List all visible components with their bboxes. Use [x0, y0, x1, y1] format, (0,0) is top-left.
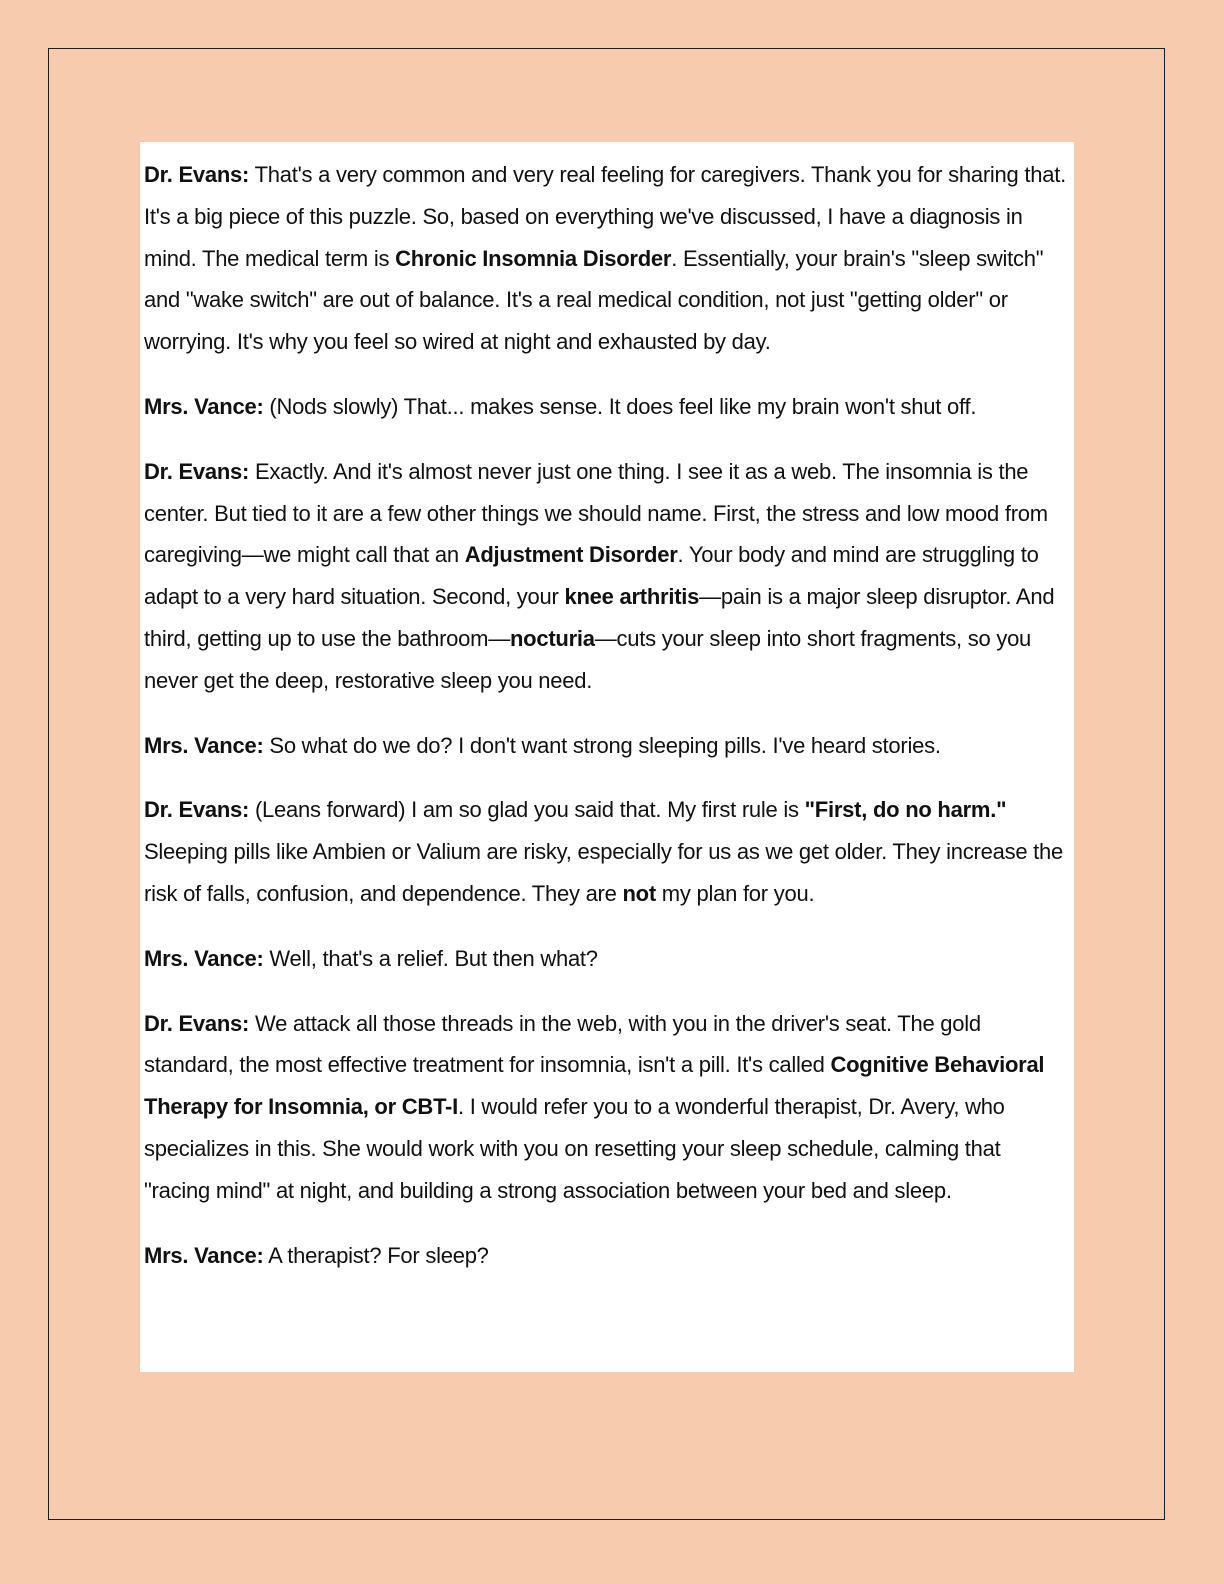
- dialogue-text: —cuts your sleep into short fragments, so you never get the deep, restorative sleep you need.: [144, 625, 1032, 693]
- speaker-label: Mrs. Vance:: [144, 393, 264, 419]
- dialogue-text: . I would refer you to a wonderful therapist, Dr. Avery, who specializes in this. She would work with you on resetting your sleep schedule, calming that "racing mind" at night, and building a strong association between your bed and sleep.: [144, 1094, 1005, 1203]
- emphasis-term: not: [622, 880, 656, 906]
- emphasis-term: nocturia: [509, 625, 595, 651]
- dialogue-text: Sleeping pills like Ambien or Valium are risky, especially for us as we get older. They increase the risk of falls, confusion, and dependence. They are: [144, 839, 1064, 906]
- speaker-label: Dr. Evans:: [144, 458, 250, 484]
- speaker-label: Mrs. Vance:: [144, 945, 264, 971]
- dialogue-text: That's a very common and very real feeling for caregivers. Thank you for sharing that. It's a big piece of this puzzle. So, based on everything we've discussed, I have a diagnosis in mind. The medical term is: [144, 162, 1066, 271]
- dialogue-text: (Nods slowly) That... makes sense. It does feel like my brain won't shut off.: [263, 393, 977, 419]
- emphasis-term: Adjustment Disorder: [464, 542, 678, 568]
- speaker-label: Mrs. Vance:: [144, 1242, 264, 1268]
- emphasis-term: Chronic Insomnia Disorder: [395, 245, 672, 271]
- emphasis-term: "First, do no harm.": [804, 797, 1007, 823]
- transcript-panel: [140, 142, 1074, 1372]
- speaker-label: Dr. Evans:: [144, 797, 250, 823]
- speaker-label: Dr. Evans:: [144, 1010, 250, 1036]
- dialogue-text: my plan for you.: [655, 880, 815, 906]
- dialogue-text: Exactly. And it's almost never just one thing. I see it as a web. The insomnia is the center. But tied to it are a few other things we should name. First, the stress and low mood from caregiving—we might call that an: [144, 458, 1048, 568]
- dialogue-paragraph: [144, 451, 1068, 702]
- dialogue-text: (Leans forward) I am so glad you said that. My first rule is: [249, 797, 805, 823]
- emphasis-term: knee arthritis: [564, 584, 700, 610]
- emphasis-term: Cognitive Behavioral Therapy for Insomnia, or CBT-I: [144, 1052, 1045, 1120]
- dialogue-text: We attack all those threads in the web, with you in the driver's seat. The gold standard, the most effective treatment for insomnia, isn't a pill. It's called: [144, 1010, 981, 1078]
- dialogue-text: Well, that's a relief. But then what?: [263, 945, 598, 971]
- dialogue-paragraph: [144, 154, 1068, 363]
- speaker-label: Dr. Evans:: [144, 162, 250, 187]
- dialogue-paragraph: [144, 725, 1068, 767]
- dialogue-text: . Essentially, your brain's "sleep switch" and "wake switch" are out of balance. It's a real medical condition, not just "getting older" or worrying. It's why you feel so wired at night and exhausted by day.: [144, 245, 1044, 355]
- dialogue-text: So what do we do? I don't want strong sleeping pills. I've heard stories.: [263, 732, 941, 758]
- dialogue-paragraph: [144, 938, 1068, 980]
- speaker-label: Mrs. Vance:: [144, 732, 264, 758]
- dialogue-text: . Your body and mind are struggling to adapt to a very hard situation. Second, your: [144, 542, 1039, 610]
- dialogue-paragraph: [144, 789, 1068, 914]
- dialogue-text: A therapist? For sleep?: [263, 1242, 489, 1268]
- dialogue-paragraph: [144, 1235, 1068, 1277]
- dialogue-text: —pain is a major sleep disruptor. And third, getting up to use the bathroom—: [144, 584, 1055, 651]
- dialogue-paragraph: [144, 1003, 1068, 1212]
- dialogue-paragraph: [144, 386, 1068, 428]
